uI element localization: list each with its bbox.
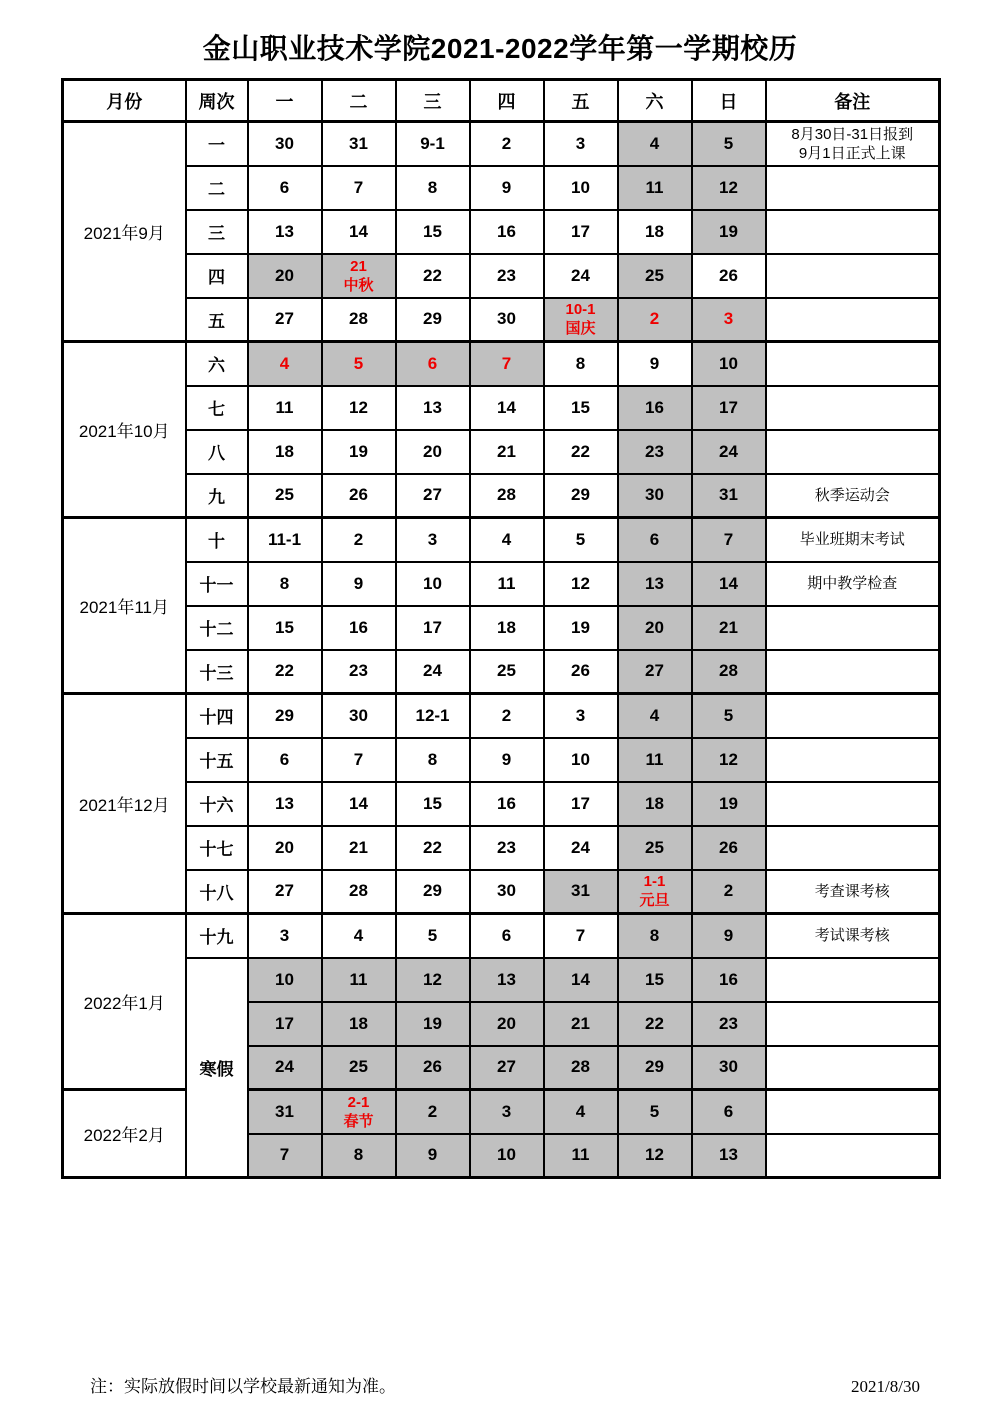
note-cell (766, 386, 940, 430)
day-cell: 2 (618, 298, 692, 342)
day-cell: 11 (470, 562, 544, 606)
calendar-row (63, 826, 940, 870)
day-cell: 14 (544, 958, 618, 1002)
day-cell: 30 (692, 1046, 766, 1090)
day-cell: 14 (322, 210, 396, 254)
day-cell: 24 (692, 430, 766, 474)
day-cell: 3 (470, 1090, 544, 1134)
calendar-row (63, 870, 940, 914)
note-cell (766, 826, 940, 870)
week-label: 十 (186, 518, 248, 562)
note-cell (766, 1090, 940, 1134)
day-cell: 6 (470, 914, 544, 958)
note-cell (766, 342, 940, 386)
day-cell: 23 (470, 254, 544, 298)
day-cell: 7 (544, 914, 618, 958)
day-cell: 22 (544, 430, 618, 474)
week-label: 十八 (186, 870, 248, 914)
column-header: 月份 (63, 80, 186, 122)
note-line: 考查课考核 (814, 882, 890, 900)
day-cell: 11 (618, 738, 692, 782)
day-cell: 20 (470, 1002, 544, 1046)
day-cell: 20 (396, 430, 470, 474)
day-cell: 25 (248, 474, 322, 518)
week-label: 八 (186, 430, 248, 474)
day-cell: 24 (544, 254, 618, 298)
note-cell (766, 562, 940, 606)
note-cell (766, 166, 940, 210)
day-cell: 4 (470, 518, 544, 562)
day-cell: 5 (322, 342, 396, 386)
day-cell: 28 (322, 298, 396, 342)
holiday-day-cell (544, 298, 618, 342)
day-cell: 16 (322, 606, 396, 650)
day-cell: 29 (248, 694, 322, 738)
week-label: 十九 (186, 914, 248, 958)
column-header: 五 (544, 80, 618, 122)
calendar-row (63, 914, 940, 958)
month-label: 2021年10月 (63, 342, 186, 518)
day-cell: 9 (692, 914, 766, 958)
day-cell: 30 (470, 870, 544, 914)
day-cell: 16 (470, 782, 544, 826)
day-cell: 27 (248, 870, 322, 914)
day-cell: 6 (396, 342, 470, 386)
day-cell: 6 (692, 1090, 766, 1134)
note-cell (766, 694, 940, 738)
day-cell: 13 (248, 782, 322, 826)
week-label: 十六 (186, 782, 248, 826)
column-header: 三 (396, 80, 470, 122)
day-cell: 6 (248, 738, 322, 782)
day-cell: 13 (692, 1134, 766, 1178)
day-cell: 22 (248, 650, 322, 694)
day-cell: 7 (470, 342, 544, 386)
note-cell (766, 1134, 940, 1178)
day-cell: 19 (692, 782, 766, 826)
note-cell (766, 606, 940, 650)
day-cell: 12 (618, 1134, 692, 1178)
week-label: 六 (186, 342, 248, 386)
day-cell: 23 (470, 826, 544, 870)
day-cell: 4 (322, 914, 396, 958)
day-cell: 25 (618, 254, 692, 298)
note-cell (766, 738, 940, 782)
column-header: 四 (470, 80, 544, 122)
day-cell: 14 (692, 562, 766, 606)
calendar-row (63, 210, 940, 254)
day-cell: 11-1 (248, 518, 322, 562)
note-line: 毕业班期末考试 (799, 531, 905, 549)
day-cell: 19 (692, 210, 766, 254)
day-cell: 15 (618, 958, 692, 1002)
column-header: 二 (322, 80, 396, 122)
day-cell: 29 (618, 1046, 692, 1090)
day-cell: 9 (470, 738, 544, 782)
day-cell: 18 (618, 782, 692, 826)
month-label: 2021年12月 (63, 694, 186, 914)
day-cell: 22 (618, 1002, 692, 1046)
week-label: 五 (186, 298, 248, 342)
day-cell: 26 (322, 474, 396, 518)
holiday-label: 春节 (343, 1112, 374, 1130)
week-label: 十五 (186, 738, 248, 782)
calendar-row (63, 606, 940, 650)
day-cell: 25 (322, 1046, 396, 1090)
calendar-row (63, 386, 940, 430)
day-cell: 25 (470, 650, 544, 694)
day-cell: 7 (692, 518, 766, 562)
day-cell: 5 (618, 1090, 692, 1134)
day-cell: 4 (618, 122, 692, 166)
day-cell: 19 (544, 606, 618, 650)
day-cell: 3 (692, 298, 766, 342)
calendar-row (63, 650, 940, 694)
week-label: 十七 (186, 826, 248, 870)
week-label: 十三 (186, 650, 248, 694)
day-cell: 11 (618, 166, 692, 210)
day-cell: 31 (544, 870, 618, 914)
day-number: 10-1 (565, 301, 596, 319)
day-cell: 10 (396, 562, 470, 606)
note-line: 考试课考核 (814, 927, 890, 945)
day-cell: 19 (396, 1002, 470, 1046)
week-label: 十四 (186, 694, 248, 738)
day-number: 2-1 (347, 1093, 370, 1111)
day-cell: 12-1 (396, 694, 470, 738)
day-cell: 22 (396, 254, 470, 298)
day-cell: 17 (544, 210, 618, 254)
calendar-row (63, 518, 940, 562)
day-cell: 12 (396, 958, 470, 1002)
day-cell: 14 (322, 782, 396, 826)
month-label: 2021年11月 (63, 518, 186, 694)
day-cell: 27 (396, 474, 470, 518)
day-cell: 21 (470, 430, 544, 474)
day-cell: 24 (544, 826, 618, 870)
day-cell: 8 (248, 562, 322, 606)
note-cell (766, 254, 940, 298)
calendar-row (63, 474, 940, 518)
day-cell: 4 (544, 1090, 618, 1134)
holiday-day-cell (322, 254, 396, 298)
day-cell: 23 (692, 1002, 766, 1046)
day-cell: 10 (248, 958, 322, 1002)
day-cell: 16 (692, 958, 766, 1002)
day-cell: 20 (618, 606, 692, 650)
day-cell: 13 (248, 210, 322, 254)
day-cell: 9 (322, 562, 396, 606)
day-cell: 27 (618, 650, 692, 694)
week-label: 七 (186, 386, 248, 430)
calendar-header-row (63, 80, 940, 122)
day-cell: 30 (470, 298, 544, 342)
day-cell: 14 (470, 386, 544, 430)
day-cell: 12 (322, 386, 396, 430)
day-cell: 5 (396, 914, 470, 958)
day-cell: 18 (248, 430, 322, 474)
day-cell: 10 (544, 738, 618, 782)
week-label: 一 (186, 122, 248, 166)
day-cell: 23 (618, 430, 692, 474)
day-cell: 26 (396, 1046, 470, 1090)
note-cell (766, 474, 940, 518)
note-cell (766, 1046, 940, 1090)
day-cell: 30 (248, 122, 322, 166)
day-cell: 29 (544, 474, 618, 518)
day-cell: 24 (248, 1046, 322, 1090)
footer-date: 2021/8/30 (851, 1377, 920, 1396)
day-cell: 15 (396, 782, 470, 826)
day-cell: 31 (248, 1090, 322, 1134)
note-cell (766, 1002, 940, 1046)
note-cell (766, 782, 940, 826)
calendar-body (63, 122, 940, 1178)
day-cell: 5 (692, 122, 766, 166)
calendar-row (63, 122, 940, 166)
day-cell: 8 (396, 166, 470, 210)
week-label: 寒假 (186, 958, 248, 1178)
calendar-row (63, 782, 940, 826)
holiday-label: 中秋 (343, 276, 374, 294)
week-label: 十二 (186, 606, 248, 650)
day-cell: 12 (544, 562, 618, 606)
calendar-row (63, 562, 940, 606)
footer-note: 注：实际放假时间以学校最新通知为准。 (90, 1377, 396, 1396)
day-cell: 16 (618, 386, 692, 430)
column-header: 日 (692, 80, 766, 122)
day-cell: 10 (692, 342, 766, 386)
month-label: 2022年1月 (63, 914, 186, 1090)
day-cell: 5 (692, 694, 766, 738)
day-cell: 20 (248, 826, 322, 870)
day-cell: 24 (396, 650, 470, 694)
day-cell: 22 (396, 826, 470, 870)
day-cell: 8 (322, 1134, 396, 1178)
holiday-label: 元旦 (639, 892, 670, 910)
day-cell: 6 (248, 166, 322, 210)
day-cell: 4 (248, 342, 322, 386)
day-cell: 8 (544, 342, 618, 386)
day-cell: 26 (692, 826, 766, 870)
day-cell: 12 (692, 166, 766, 210)
day-cell: 17 (544, 782, 618, 826)
calendar-table (61, 78, 941, 1179)
day-cell: 10 (470, 1134, 544, 1178)
day-cell: 9 (618, 342, 692, 386)
note-cell (766, 518, 940, 562)
note-line: 期中教学检查 (807, 575, 898, 592)
calendar-row (63, 342, 940, 386)
day-cell: 26 (692, 254, 766, 298)
note-line: 9月1日正式上课 (798, 144, 906, 162)
day-cell: 17 (692, 386, 766, 430)
day-cell: 6 (618, 518, 692, 562)
day-cell: 2 (470, 694, 544, 738)
holiday-day-cell (618, 870, 692, 914)
day-cell: 3 (248, 914, 322, 958)
day-cell: 31 (322, 122, 396, 166)
column-header: 备注 (766, 80, 940, 122)
day-cell: 28 (470, 474, 544, 518)
day-cell: 2 (322, 518, 396, 562)
day-cell: 15 (544, 386, 618, 430)
note-cell (766, 430, 940, 474)
holiday-day-cell (322, 1090, 396, 1134)
calendar-row (63, 738, 940, 782)
day-cell: 11 (322, 958, 396, 1002)
column-header: 周次 (186, 80, 248, 122)
note-line: 8月30日-31日报到 (791, 125, 914, 143)
day-cell: 2 (692, 870, 766, 914)
month-label: 2022年2月 (63, 1090, 186, 1178)
day-cell: 30 (618, 474, 692, 518)
page-title: 金山职业技术学院2021-2022学年第一学期校历 (202, 33, 798, 64)
note-cell (766, 958, 940, 1002)
week-label: 九 (186, 474, 248, 518)
day-cell: 3 (544, 122, 618, 166)
day-cell: 28 (322, 870, 396, 914)
calendar-row (63, 166, 940, 210)
day-cell: 7 (248, 1134, 322, 1178)
day-cell: 27 (470, 1046, 544, 1090)
day-cell: 15 (248, 606, 322, 650)
day-cell: 10 (544, 166, 618, 210)
day-cell: 13 (618, 562, 692, 606)
day-cell: 8 (618, 914, 692, 958)
calendar-row (63, 694, 940, 738)
note-line: 秋季运动会 (814, 486, 890, 504)
day-cell: 31 (692, 474, 766, 518)
calendar-row (63, 958, 940, 1002)
day-cell: 13 (396, 386, 470, 430)
calendar-row (63, 298, 940, 342)
column-header: 六 (618, 80, 692, 122)
day-cell: 11 (544, 1134, 618, 1178)
day-cell: 17 (248, 1002, 322, 1046)
note-cell (766, 914, 940, 958)
day-cell: 21 (544, 1002, 618, 1046)
day-cell: 29 (396, 870, 470, 914)
day-cell: 29 (396, 298, 470, 342)
day-cell: 26 (544, 650, 618, 694)
note-cell (766, 298, 940, 342)
week-label: 四 (186, 254, 248, 298)
day-cell: 7 (322, 738, 396, 782)
day-cell: 12 (692, 738, 766, 782)
day-cell: 15 (396, 210, 470, 254)
column-header: 一 (248, 80, 322, 122)
day-cell: 9 (396, 1134, 470, 1178)
day-cell: 7 (322, 166, 396, 210)
day-cell: 16 (470, 210, 544, 254)
day-cell: 11 (248, 386, 322, 430)
day-cell: 2 (470, 122, 544, 166)
day-cell: 2 (396, 1090, 470, 1134)
day-cell: 18 (470, 606, 544, 650)
note-cell (766, 122, 940, 166)
week-label: 十一 (186, 562, 248, 606)
day-cell: 8 (396, 738, 470, 782)
day-cell: 3 (396, 518, 470, 562)
day-number: 21 (350, 257, 367, 275)
day-cell: 25 (618, 826, 692, 870)
day-cell: 18 (618, 210, 692, 254)
day-cell: 28 (544, 1046, 618, 1090)
note-cell (766, 210, 940, 254)
day-cell: 23 (322, 650, 396, 694)
day-cell: 21 (692, 606, 766, 650)
note-cell (766, 650, 940, 694)
day-cell: 17 (396, 606, 470, 650)
day-cell: 21 (322, 826, 396, 870)
day-cell: 9 (470, 166, 544, 210)
day-cell: 18 (322, 1002, 396, 1046)
note-cell (766, 870, 940, 914)
week-label: 二 (186, 166, 248, 210)
day-cell: 9-1 (396, 122, 470, 166)
calendar-row (63, 254, 940, 298)
day-cell: 30 (322, 694, 396, 738)
week-label: 三 (186, 210, 248, 254)
day-cell: 19 (322, 430, 396, 474)
day-cell: 28 (692, 650, 766, 694)
day-cell: 20 (248, 254, 322, 298)
day-cell: 5 (544, 518, 618, 562)
holiday-label: 国庆 (565, 320, 596, 338)
day-cell: 4 (618, 694, 692, 738)
day-cell: 3 (544, 694, 618, 738)
calendar-row (63, 430, 940, 474)
day-cell: 13 (470, 958, 544, 1002)
month-label: 2021年9月 (63, 122, 186, 342)
footer (90, 1372, 920, 1397)
day-number: 1-1 (643, 873, 666, 891)
day-cell: 27 (248, 298, 322, 342)
